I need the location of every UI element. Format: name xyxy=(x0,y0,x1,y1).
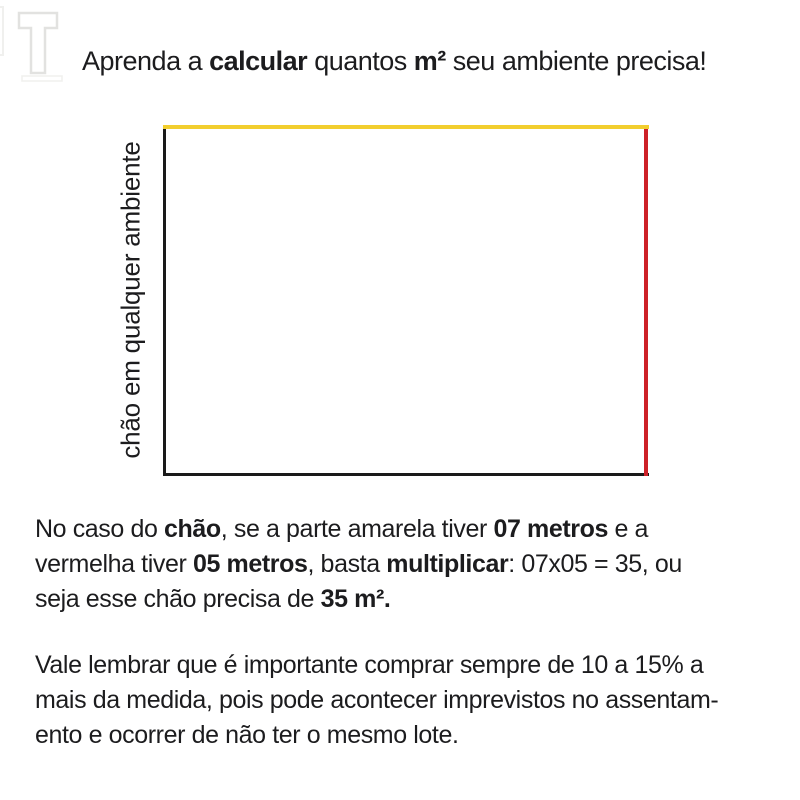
note-paragraph: Vale lembrar que é importante comprar sempre de 10 a 15% a mais da medida, pois pode acontecer imprevistos no assentam- ento e ocorrer de não ter o mesmo lote. xyxy=(35,651,719,749)
headline: Aprenda a calcular quantos m² seu ambiente precisa! xyxy=(82,46,707,76)
explanation-paragraph: No caso do chão, se a parte amarela tiver 07 metros e a vermelha tiver 05 metros, basta multiplicar: 07x05 = 35, ou seja esse chão precisa de 35 m². xyxy=(35,515,682,613)
diagram-bottom-side xyxy=(163,473,649,476)
diagram-left-side xyxy=(163,129,166,476)
diagram-side-label: chão em qualquer ambiente xyxy=(115,141,146,459)
diagram-red-right-side xyxy=(644,129,648,476)
diagram-yellow-top-side xyxy=(163,125,649,129)
